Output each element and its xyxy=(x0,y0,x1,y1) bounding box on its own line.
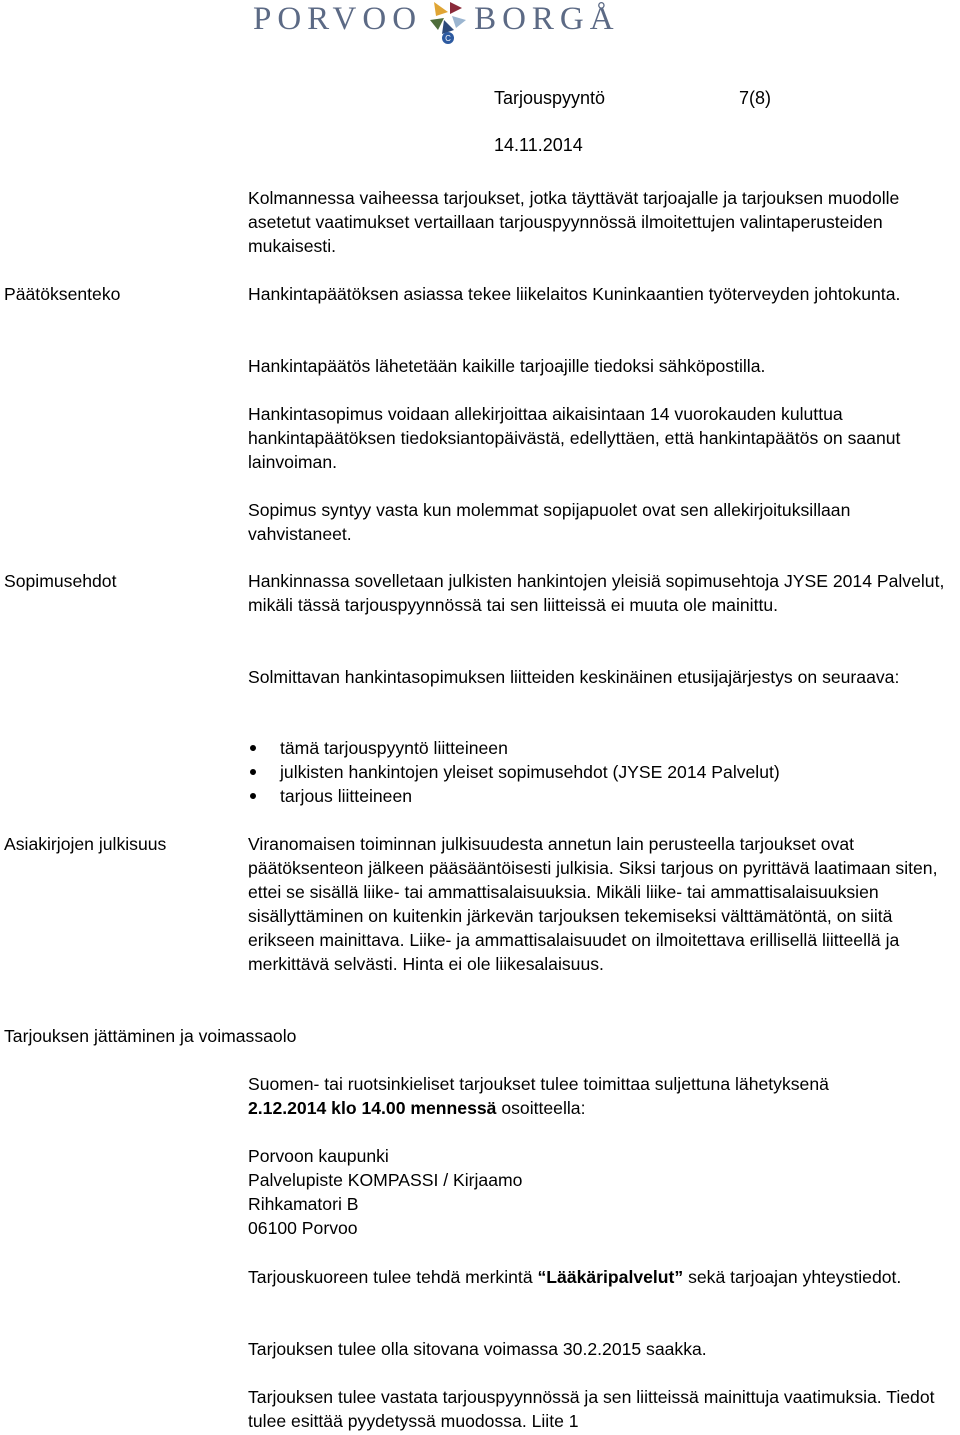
deadline-text: 2.12.2014 klo 14.00 mennessä xyxy=(248,1098,497,1118)
list-item xyxy=(248,736,960,760)
submission-text: Suomen- tai ruotsinkieliset tarjoukset tulee toimittaa suljettuna lähetyksenä xyxy=(248,1074,829,1094)
address-line: Rihkamatori B xyxy=(248,1194,359,1214)
paatoksenteko-paragraph-2: Hankintapäätös lähetetään kaikille tarjoajille tiedoksi sähköpostilla. xyxy=(248,356,766,376)
list-item-text: tarjous liitteineen xyxy=(280,786,413,806)
document-type: Tarjouspyyntö xyxy=(494,88,606,108)
list-item xyxy=(248,784,960,808)
logo-text-borga: BORGÅ xyxy=(474,1,620,37)
sopimusehdot-paragraph-2: Solmittavan hankintasopimuksen liitteiden keskinäinen etusijajärjestys on seuraava: xyxy=(248,667,900,687)
priority-list xyxy=(248,736,960,808)
section-label-paatoksenteko: Päätöksenteko xyxy=(4,284,121,304)
page-number: 7(8) xyxy=(739,88,772,108)
svg-text:C: C xyxy=(445,34,451,43)
section-label-sopimusehdot: Sopimusehdot xyxy=(4,571,117,591)
paatoksenteko-paragraph-3: Hankintasopimus voidaan allekirjoittaa aikaisintaan 14 vuorokauden kuluttua hankintapäätöksen tiedoksiantopäivästä, edellyttäen, että hankintapäätös on saanut lainvoiman. xyxy=(248,404,901,472)
paatoksenteko-paragraph-4: Sopimus syntyy vasta kun molemmat sopijapuolet ovat sen allekirjoituksillaan vahvistaneet. xyxy=(248,500,851,544)
jattaminen-paragraph-4: Tarjouksen tulee vastata tarjouspyynnössä ja sen liitteissä mainittuja vaatimuksia. Tiedot tulee esittää pyydetyssä muodossa. Liite 1 xyxy=(248,1387,935,1431)
section-label-julkisuus: Asiakirjojen julkisuus xyxy=(4,834,167,854)
paatoksenteko-paragraph-1: Hankintapäätöksen asiassa tekee liikelaitos Kuninkaantien työterveyden johtokunta. xyxy=(248,284,901,304)
list-item-text: tämä tarjouspyyntö liitteineen xyxy=(280,738,508,758)
porvoo-borga-logo xyxy=(253,0,620,44)
jattaminen-paragraph-1 xyxy=(248,1072,958,1120)
bullet-icon xyxy=(250,745,256,751)
logo-text-porvoo: PORVOO xyxy=(253,1,423,37)
marking-label: “Lääkäripalvelut” xyxy=(537,1267,684,1287)
jattaminen-paragraph-3: Tarjouksen tulee olla sitovana voimassa 30.2.2015 saakka. xyxy=(248,1339,707,1359)
city-emblem-icon xyxy=(428,0,468,44)
jattaminen-paragraph-2 xyxy=(248,1265,958,1289)
bullet-icon xyxy=(250,793,256,799)
julkisuus-paragraph: Viranomaisen toiminnan julkisuudesta annetun lain perusteella tarjoukset ovat päätöksenteon jälkeen pääsääntöisesti julkisia. Siksi tarjous on pyrittävä laatimaan siten, ettei se sisällä liike- tai ammattisalaisuuksia. Mikäli liike- tai ammattisalaisuuksien sisällyttäminen on kuitenkin järkevän tarjouksen tekemiseksi välttämätöntä, on siitä erikseen mainittava. Liike- ja ammattisalaisuudet on ilmoitettava erillisellä liitteellä ja merkittävä selvästi. Hinta ei ole liikesalaisuus. xyxy=(248,834,938,974)
address-block xyxy=(248,1144,958,1240)
marking-text-end: sekä tarjoajan yhteystiedot. xyxy=(683,1267,902,1287)
list-item-text: julkisten hankintojen yleiset sopimusehdot (JYSE 2014 Palvelut) xyxy=(280,762,780,782)
sopimusehdot-paragraph-1: Hankinnassa sovelletaan julkisten hankintojen yleisiä sopimusehtoja JYSE 2014 Palvelut, mikäli tässä tarjouspyynnössä tai sen liitteissä ei muuta ole mainittu. xyxy=(248,571,945,615)
address-line: Palvelupiste KOMPASSI / Kirjaamo xyxy=(248,1170,523,1190)
address-line: 06100 Porvoo xyxy=(248,1218,358,1238)
bullet-icon xyxy=(250,769,256,775)
document-date: 14.11.2014 xyxy=(494,135,583,155)
marking-text: Tarjouskuoreen tulee tehdä merkintä xyxy=(248,1267,538,1287)
intro-paragraph: Kolmannessa vaiheessa tarjoukset, jotka täyttävät tarjoajalle ja tarjouksen muodolle asetetut vaatimukset vertaillaan tarjouspyynnössä ilmoitettujen valintaperusteiden mukaisesti. xyxy=(248,188,900,256)
address-line: Porvoon kaupunki xyxy=(248,1146,389,1166)
list-item xyxy=(248,760,960,784)
submission-text-end: osoitteella: xyxy=(496,1098,586,1118)
section-label-jattaminen: Tarjouksen jättäminen ja voimassaolo xyxy=(4,1026,297,1046)
